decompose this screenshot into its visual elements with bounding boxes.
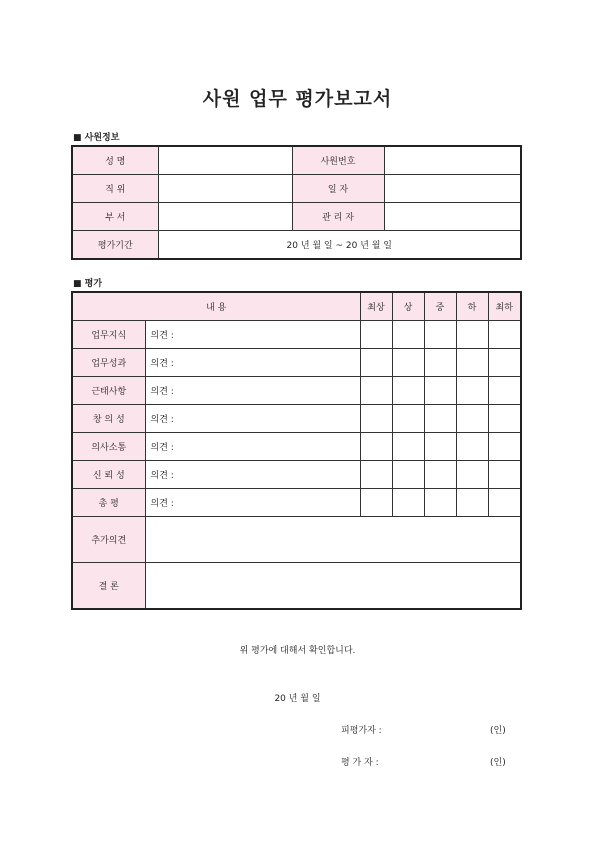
opinion-field[interactable]: 의견 :	[145, 377, 360, 405]
conclusion-field[interactable]	[145, 563, 521, 610]
grade-checkbox[interactable]	[392, 321, 424, 349]
grade-checkbox[interactable]	[360, 377, 392, 405]
table-row	[72, 489, 521, 517]
grade-checkbox[interactable]	[424, 349, 456, 377]
criterion-label: 근태사항	[72, 377, 145, 405]
grade-checkbox[interactable]	[392, 377, 424, 405]
grade-checkbox[interactable]	[488, 489, 521, 517]
grade-checkbox[interactable]	[456, 433, 488, 461]
opinion-field[interactable]: 의견 :	[145, 349, 360, 377]
date-field[interactable]	[384, 175, 521, 203]
signature-date: 20 년 월 일	[274, 694, 321, 704]
table-row	[72, 321, 521, 349]
grade-checkbox[interactable]	[488, 405, 521, 433]
additional-opinion-field[interactable]	[145, 517, 521, 563]
position-label: 직 위	[72, 175, 158, 203]
grade-checkbox[interactable]	[360, 349, 392, 377]
grade-checkbox[interactable]	[456, 489, 488, 517]
name-label: 성 명	[72, 146, 158, 175]
position-field[interactable]	[158, 175, 292, 203]
evaluatee-label: 피평가자 :	[341, 726, 382, 736]
grade-checkbox[interactable]	[488, 321, 521, 349]
manager-field[interactable]	[384, 203, 521, 231]
opinion-field[interactable]: 의견 :	[145, 433, 360, 461]
grade-checkbox[interactable]	[456, 405, 488, 433]
name-field[interactable]	[158, 146, 292, 175]
criterion-label: 업무지식	[72, 321, 145, 349]
employee-info-table	[71, 145, 522, 260]
grade-header: 중	[424, 292, 456, 321]
grade-checkbox[interactable]	[424, 377, 456, 405]
employee-number-field[interactable]	[384, 146, 521, 175]
manager-label: 관 리 자	[292, 203, 384, 231]
grade-checkbox[interactable]	[360, 405, 392, 433]
opinion-field[interactable]: 의견 :	[145, 321, 360, 349]
evaluation-period-label: 평가기간	[72, 231, 158, 260]
evaluatee-seal: (인)	[490, 726, 506, 736]
content-header: 내 용	[72, 292, 360, 321]
grade-checkbox[interactable]	[456, 349, 488, 377]
table-row	[72, 405, 521, 433]
evaluator-seal: (인)	[490, 758, 506, 768]
conclusion-label: 결 론	[72, 563, 145, 610]
department-field[interactable]	[158, 203, 292, 231]
table-row	[72, 461, 521, 489]
grade-checkbox[interactable]	[424, 321, 456, 349]
opinion-field[interactable]: 의견 :	[145, 461, 360, 489]
criterion-label: 업무성과	[72, 349, 145, 377]
grade-checkbox[interactable]	[392, 405, 424, 433]
grade-checkbox[interactable]	[392, 433, 424, 461]
grade-checkbox[interactable]	[360, 433, 392, 461]
grade-checkbox[interactable]	[456, 461, 488, 489]
grade-checkbox[interactable]	[424, 405, 456, 433]
grade-checkbox[interactable]	[424, 433, 456, 461]
grade-checkbox[interactable]	[488, 349, 521, 377]
grade-header: 최하	[488, 292, 521, 321]
employee-number-label: 사원번호	[292, 146, 384, 175]
department-label: 부 서	[72, 203, 158, 231]
grade-checkbox[interactable]	[456, 377, 488, 405]
evaluation-table	[71, 291, 522, 610]
section-heading-employee-info: ■ 사원정보	[73, 133, 120, 143]
grade-checkbox[interactable]	[392, 489, 424, 517]
table-row	[72, 349, 521, 377]
grade-header: 하	[456, 292, 488, 321]
criterion-label: 의사소통	[72, 433, 145, 461]
evaluation-period-field[interactable]: 20 년 월 일 ~ 20 년 월 일	[158, 231, 521, 260]
criterion-label: 창 의 성	[72, 405, 145, 433]
criterion-label: 총 평	[72, 489, 145, 517]
table-row	[72, 377, 521, 405]
grade-checkbox[interactable]	[392, 349, 424, 377]
opinion-field[interactable]: 의견 :	[145, 489, 360, 517]
page-title: 사원 업무 평가보고서	[202, 88, 393, 110]
date-label: 일 자	[292, 175, 384, 203]
grade-checkbox[interactable]	[424, 489, 456, 517]
grade-checkbox[interactable]	[360, 321, 392, 349]
additional-opinion-label: 추가의견	[72, 517, 145, 563]
grade-checkbox[interactable]	[488, 433, 521, 461]
grade-checkbox[interactable]	[488, 461, 521, 489]
grade-header: 상	[392, 292, 424, 321]
grade-checkbox[interactable]	[360, 489, 392, 517]
grade-checkbox[interactable]	[456, 321, 488, 349]
section-heading-evaluation: ■ 평가	[73, 279, 103, 289]
grade-checkbox[interactable]	[392, 461, 424, 489]
evaluator-label: 평 가 자 :	[341, 758, 379, 768]
grade-checkbox[interactable]	[424, 461, 456, 489]
confirmation-text: 위 평가에 대해서 확인합니다.	[239, 646, 356, 656]
table-row	[72, 433, 521, 461]
grade-checkbox[interactable]	[360, 461, 392, 489]
grade-header: 최상	[360, 292, 392, 321]
grade-checkbox[interactable]	[488, 377, 521, 405]
criterion-label: 신 뢰 성	[72, 461, 145, 489]
opinion-field[interactable]: 의견 :	[145, 405, 360, 433]
